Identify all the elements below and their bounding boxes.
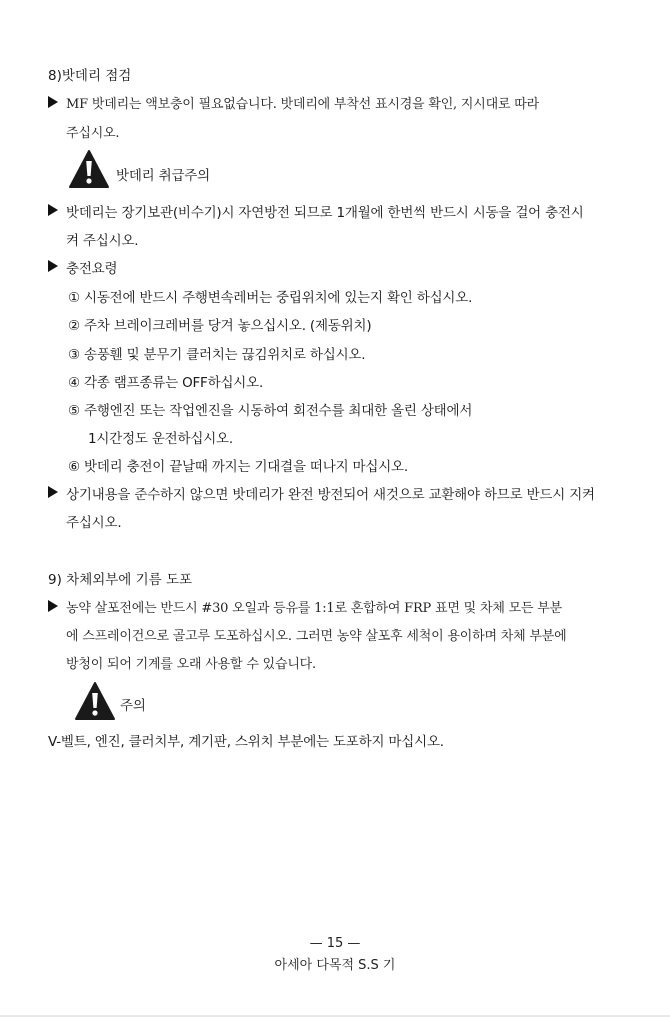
step-item: ③ 송풍휀 및 분무기 클러치는 끊김위치로 하십시오. (68, 347, 366, 363)
step-item: ⑥ 밧데리 충전이 끝날때 까지는 기대결을 떠나지 마십시오. (68, 459, 408, 475)
caution-note: V-벨트, 엔진, 클러치부, 계기판, 스위치 부분에는 도포하지 마십시오. (48, 734, 444, 750)
caution-label: 주의 (120, 698, 146, 714)
triangle-bullet-icon (48, 96, 58, 108)
triangle-bullet-icon (48, 486, 58, 498)
section9-bullet1-line3: 방청이 되어 기계를 오래 사용할 수 있습니다. (66, 657, 316, 672)
triangle-bullet-icon (48, 600, 58, 612)
battery-warning-label: 밧데리 취급주의 (116, 168, 210, 184)
section9-heading: 9) 차체외부에 기름 도포 (48, 572, 193, 588)
page-number: — 15 — (309, 936, 361, 951)
warning-triangle-icon (68, 148, 110, 190)
step-item: ② 주차 브레이크레버를 당겨 놓으십시오. (제동위치) (68, 318, 372, 334)
step-item: ① 시동전에 반드시 주행변속레버는 중립위치에 있는지 확인 하십시오. (68, 290, 473, 306)
section8-bullet1-line2: 주십시오. (66, 126, 120, 141)
section9-bullet1-line2: 에 스프레이건으로 골고루 도포하십시오. 그러면 농약 살포후 세척이 용이하며 차체 부분에 (66, 629, 567, 644)
section8-heading: 8)밧데리 점검 (48, 68, 132, 84)
charging-guide-heading: 충전요령 (66, 261, 118, 277)
triangle-bullet-icon (48, 260, 58, 272)
section8-bullet4-line1: 상기내용을 준수하지 않으면 밧데리가 완전 방전되어 새것으로 교환해야 하므로 반드시 지켜 (66, 487, 595, 503)
product-name: 아세아 다목적 S.S 기 (274, 958, 396, 973)
section8-bullet4-line2: 주십시오. (66, 515, 122, 531)
section8-bullet1-line1: MF 밧데리는 액보충이 필요없습니다. 밧데리에 부착선 표시경을 확인, 지시대로 따라 (66, 97, 540, 112)
section9-bullet1-line1: 농약 살포전에는 반드시 #30 오일과 등유를 1:1로 혼합하여 FRP 표면 및 차체 모든 부분 (66, 601, 562, 616)
step-item: ④ 각종 램프종류는 OFF하십시오. (68, 375, 264, 391)
triangle-bullet-icon (48, 204, 58, 216)
step-item: ⑤ 주행엔진 또는 작업엔진을 시동하여 회전수를 최대한 올린 상태에서 (68, 403, 473, 419)
step-item-continuation: 1시간정도 운전하십시오. (88, 431, 233, 447)
section8-bullet2-line1: 밧데리는 장기보관(비수기)시 자연방전 되므로 1개월에 한번씩 반드시 시동을 걸어 충전시 (66, 205, 584, 221)
warning-triangle-icon (74, 680, 116, 722)
section8-bullet2-line2: 켜 주십시오. (66, 233, 139, 249)
